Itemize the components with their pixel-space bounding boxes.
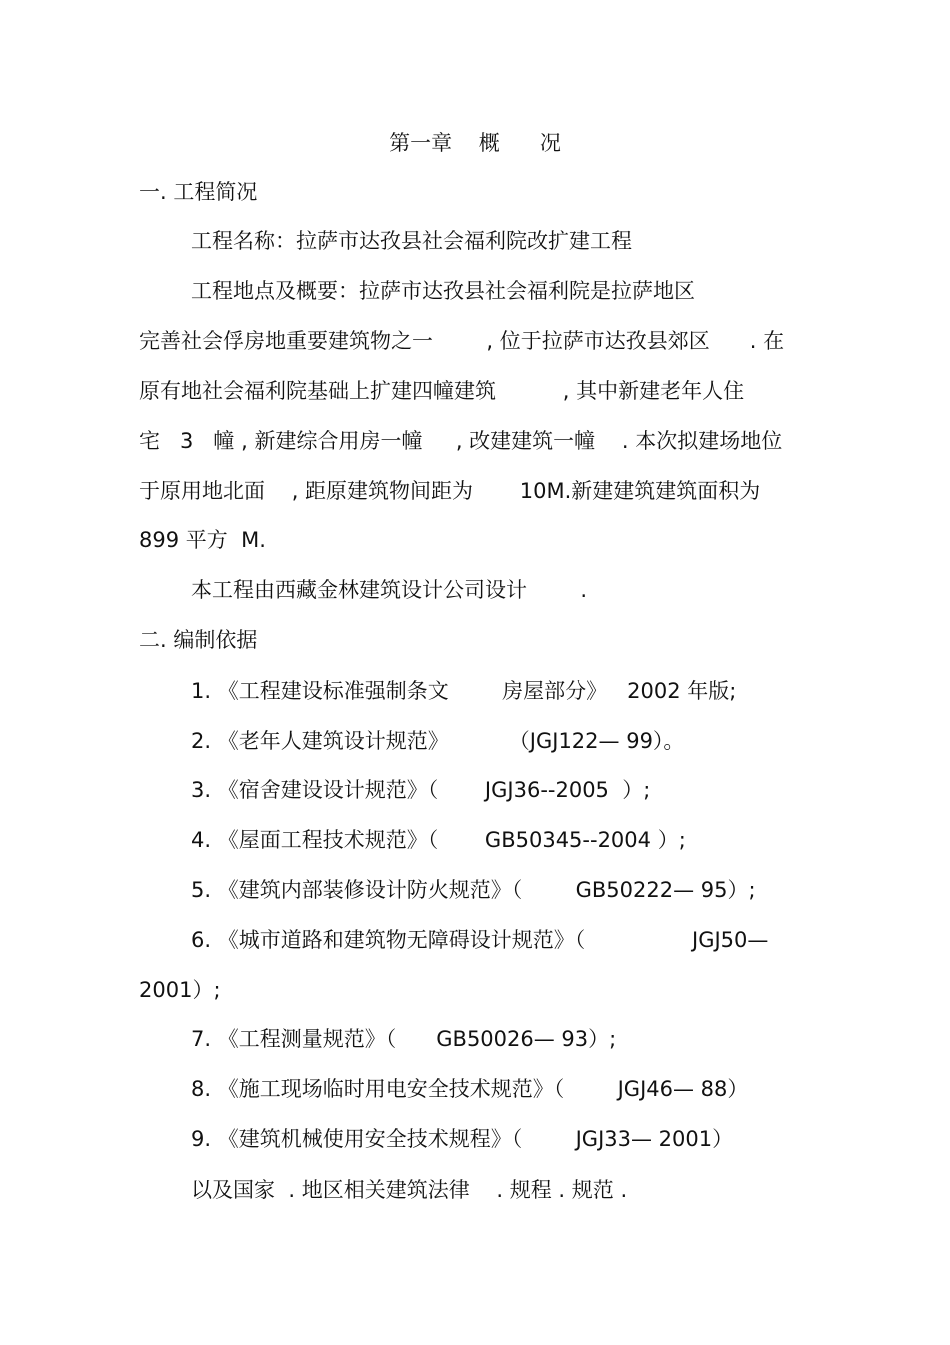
reference-item: 6. 《城市道路和建筑物无障碍设计规范》（ JGJ50— xyxy=(191,928,769,952)
overview-line: 完善社会俘房地重要建筑物之一 , 位于拉萨市达孜县郊区 . 在 xyxy=(139,329,785,353)
designer-statement: 本工程由西藏金林建筑设计公司设计 . xyxy=(191,578,588,602)
overview-line: 原有地社会福利院基础上扩建四幢建筑 , 其中新建老年人住 xyxy=(139,379,745,403)
reference-item-continuation: 2001）; xyxy=(139,978,221,1002)
reference-item: 9. 《建筑机械使用安全技术规程》（ JGJ33— 2001） xyxy=(191,1127,734,1151)
overview-line: 工程地点及概要：拉萨市达孜县社会福利院是拉萨地区 xyxy=(191,279,695,303)
reference-item: 7. 《工程测量规范》（ GB50026— 93）; xyxy=(191,1027,617,1051)
chapter-title: 第一章 概 况 xyxy=(389,131,561,155)
overview-line: 于原用地北面 , 距原建筑物间距为 10M.新建建筑建筑面积为 xyxy=(139,479,761,503)
reference-item: 1. 《工程建设标准强制条文 房屋部分》 2002 年版; xyxy=(191,679,737,703)
section-heading-2: 二. 编制依据 xyxy=(139,628,258,652)
section-heading-1: 一. 工程简况 xyxy=(139,180,258,204)
reference-item: 4. 《屋面工程技术规范》（ GB50345--2004 ）; xyxy=(191,828,686,852)
overview-line: 宅 3 幢 , 新建综合用房一幢 , 改建建筑一幢 . 本次拟建场地位 xyxy=(139,429,783,453)
overview-line: 899 平方 M. xyxy=(139,528,266,552)
reference-item: 3. 《宿舍建设设计规范》（ JGJ36--2005 ）; xyxy=(191,778,651,802)
reference-item: 5. 《建筑内部装修设计防火规范》（ GB50222— 95）; xyxy=(191,878,756,902)
closing-statement: 以及国家 . 地区相关建筑法律 . 规程 . 规范 . xyxy=(191,1178,628,1202)
reference-item: 2. 《老年人建筑设计规范》 （JGJ122— 99）。 xyxy=(191,729,685,753)
reference-item: 8. 《施工现场临时用电安全技术规范》（ JGJ46— 88） xyxy=(191,1077,749,1101)
project-name: 工程名称：拉萨市达孜县社会福利院改扩建工程 xyxy=(191,229,632,253)
